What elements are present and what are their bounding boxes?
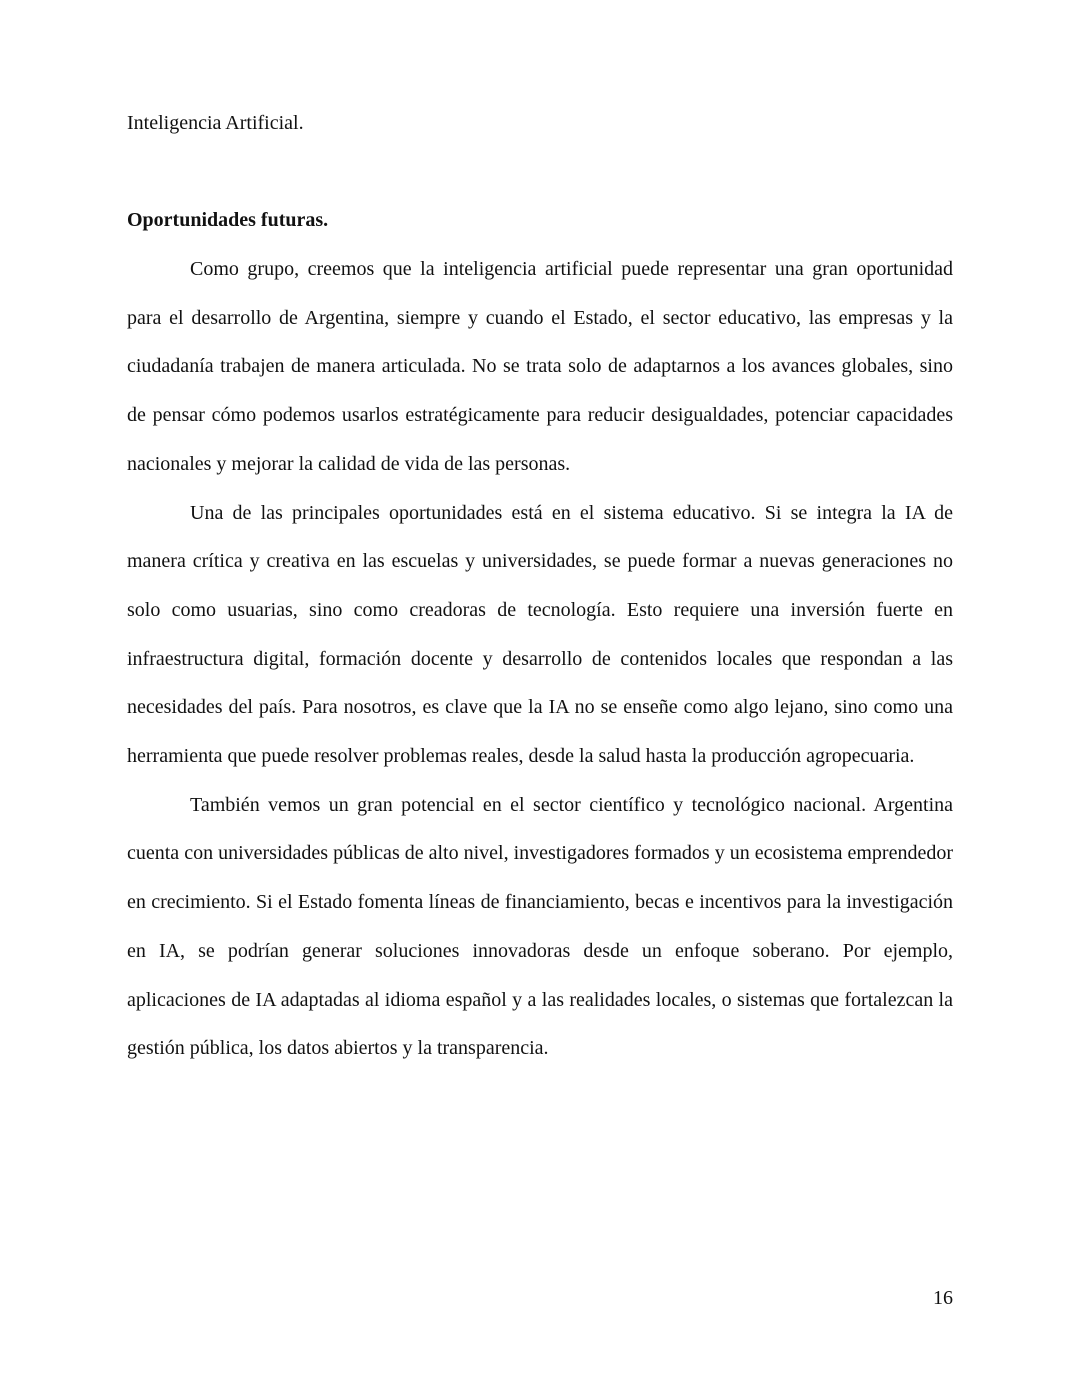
- paragraph-3: También vemos un gran potencial en el sector científico y tecnológico nacional. Argentina cuenta con universidades públicas de alto nivel, investigadores formados y un ecosistema emprendedor en crecimiento. Si el Estado fomenta líneas de financiamiento, becas e incentivos para la investigación en IA, se podrían generar soluciones innovadoras desde un enfoque soberano. Por ejemplo, aplicaciones de IA adaptadas al idioma español y a las realidades locales, o sistemas que fortalezcan la gestión pública, los datos abiertos y la transparencia.: [127, 793, 953, 1060]
- paragraph-2: Una de las principales oportunidades está en el sistema educativo. Si se integra la IA de manera crítica y creativa en las escuelas y universidades, se puede formar a nuevas generaciones no solo como usuarias, sino como creadoras de tecnología. Esto requiere una inversión fuerte en infraestructura digital, formación docente y desarrollo de contenidos locales que respondan a las necesidades del país. Para nosotros, es clave que la IA no se enseñe como algo lejano, sino como una herramienta que puede resolver problemas reales, desde la salud hasta la producción agropecuaria.: [127, 501, 953, 768]
- continuation-text: Inteligencia Artificial.: [127, 112, 304, 134]
- section-body: [127, 245, 953, 1073]
- section-heading: Oportunidades futuras.: [127, 209, 329, 231]
- page-number: 16: [933, 1287, 953, 1309]
- paragraph-1: Como grupo, creemos que la inteligencia artificial puede representar una gran oportunidad para el desarrollo de Argentina, siempre y cuando el Estado, el sector educativo, las empresas y la ciudadanía trabajen de manera articulada. No se trata solo de adaptarnos a los avances globales, sino de pensar cómo podemos usarlos estratégicamente para reducir desigualdades, potenciar capacidades nacionales y mejorar la calidad de vida de las personas.: [127, 258, 953, 475]
